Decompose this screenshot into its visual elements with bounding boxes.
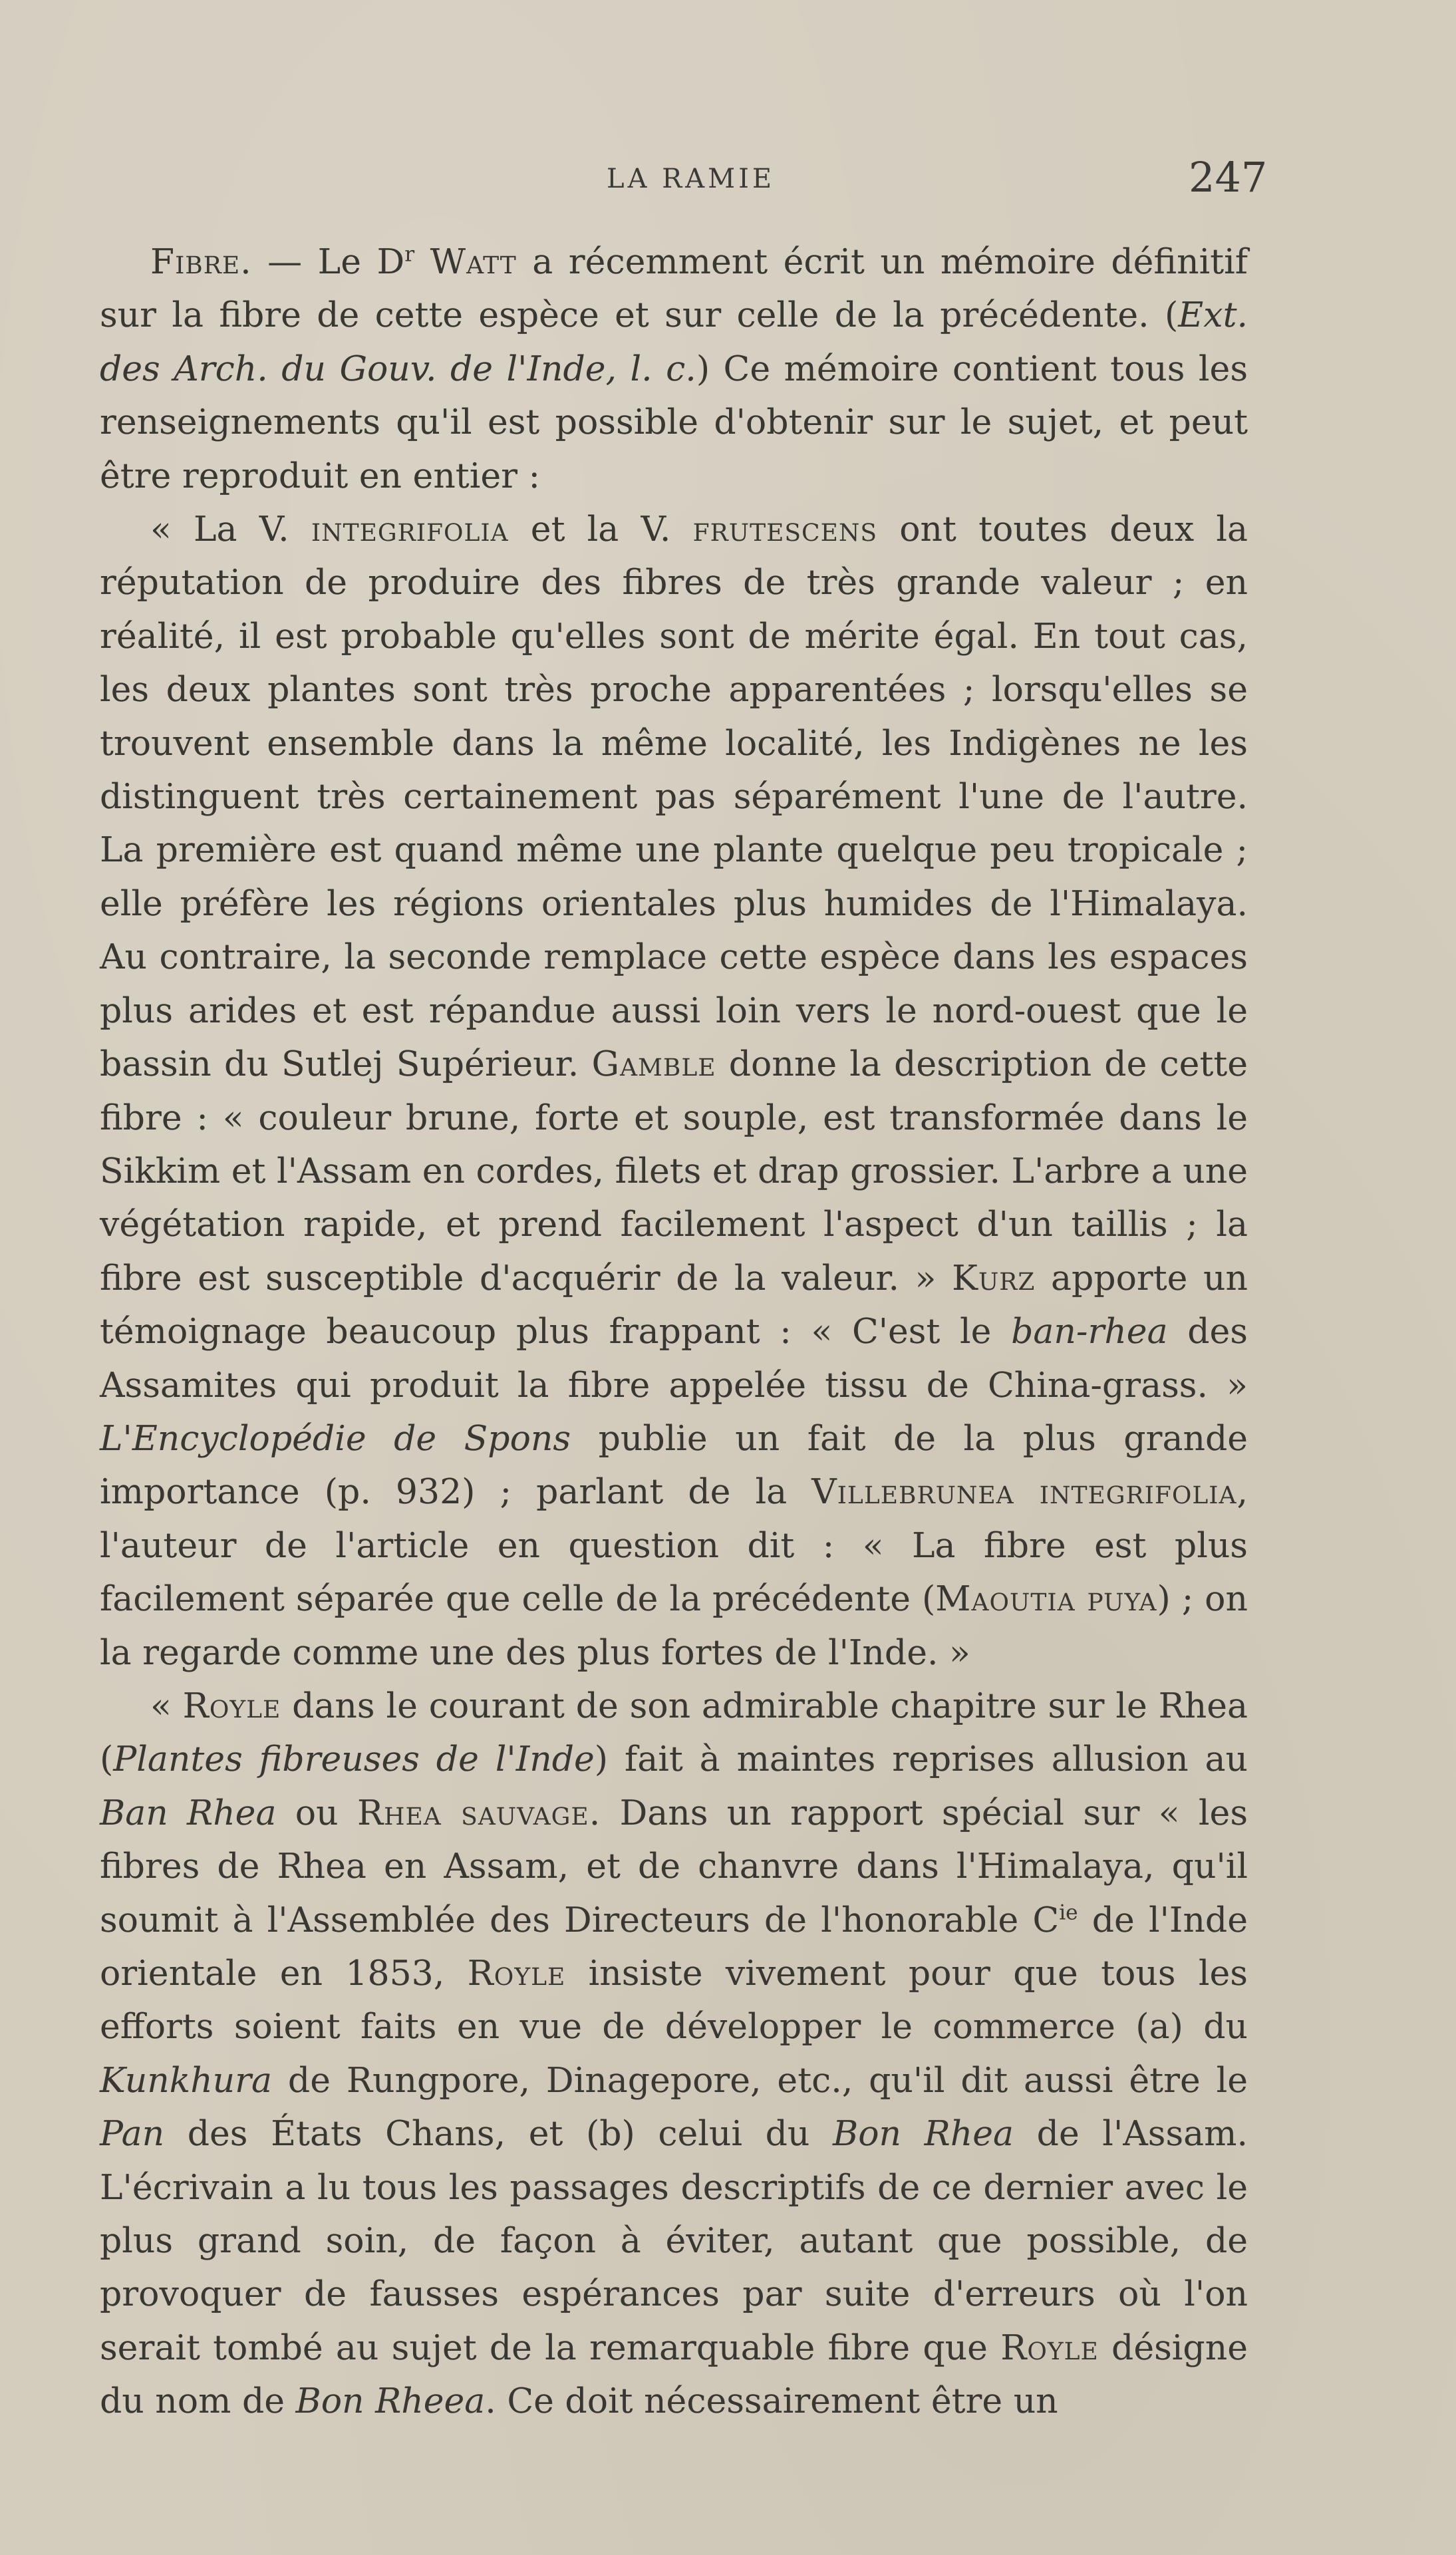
paragraph-fibre (100, 235, 1248, 503)
text-run: de l'Assam. L'écrivain a lu tous les passages descriptifs de ce dernier avec le plus grand soin, de façon à éviter, autant que possible, de provoquer de fausses espérances par suite d'erreurs où l'on serait tombé au sujet de la remarquable fibre que (100, 2114, 1248, 2368)
text-run: désigne du nom de (100, 2328, 1248, 2422)
text-run: Pan (100, 2114, 165, 2155)
text-run: Bon Rhea (833, 2114, 1014, 2155)
text-run: ie (1059, 1900, 1078, 1925)
text-run: Ban Rhea (100, 1793, 277, 1833)
running-title: LA RAMIE (607, 164, 776, 194)
text-run: Royle (182, 1686, 281, 1726)
text-run: frutescens (692, 510, 878, 550)
text-run: donne la description de cette fibre : « couleur brune, forte et souple, est transformée dans le Sikkim et l'Assam en cordes, filets et drap grossier. L'arbre a une végétation rapide, et prend facilement l'aspect d'un taillis ; la fibre est susceptible d'acquérir de la valeur. » (100, 1044, 1248, 1298)
text-run: Gamble (591, 1044, 716, 1085)
text-run: ) ; on la regarde comme une des plus fortes de l'Inde. » (100, 1579, 1248, 1673)
text-run: apporte un témoignage beaucoup plus frappant : « C'est le (100, 1258, 1248, 1352)
text-run: ou (276, 1793, 357, 1833)
paragraph-quote-integrifolia (100, 503, 1248, 1680)
body-text (100, 235, 1248, 2429)
text-run: Ext. des Arch. du Gouv. de l'Inde, l. c. (100, 295, 1248, 389)
text-run: ) fait à maintes reprises allusion au (594, 1739, 1248, 1780)
text-run: des Assamites qui produit la fibre appelée tissu de China-grass. » (100, 1312, 1248, 1406)
text-run: integrifolia (311, 510, 509, 550)
text-run: publie un fait de la plus grande importance (p. 932) ; parlant de la (100, 1418, 1248, 1513)
text-run: Royle (467, 1954, 566, 1994)
text-run: Royle (1000, 2328, 1099, 2368)
text-run: Kurz (952, 1258, 1036, 1298)
text-run: de Rungpore, Dinagepore, etc., qu'il dit aussi être le (272, 2060, 1248, 2101)
text-run: r (404, 242, 415, 267)
text-run: . Ce doit nécessairement être un (485, 2381, 1058, 2422)
text-run: insiste vivement pour que tous les efforts soient faits en vue de développer le commerce (a) du (100, 1954, 1248, 2047)
text-run (414, 242, 430, 282)
text-run: ont toutes deux la réputation de produire des fibres de très grande valeur ; en réalité, il est probable qu'elles sont de mérite égal. En tout cas, les deux plantes sont très proche apparentées ; lorsqu'elles se trouvent ensemble dans la même localité, les Indigènes ne les distinguent très certainement pas séparément l'une de l'autre. La première est quand même une plante quelque peu tropicale ; elle préfère les régions orientales plus humides de l'Himalaya. Au contraire, la seconde remplace cette espèce dans les espaces plus arides et est répandue aussi loin vers le nord-ouest que le bassin du Sutlej Supérieur. (100, 510, 1248, 1085)
text-run: ) Ce mémoire contient tous les renseignements qu'il est possible d'obtenir sur le sujet, et peut être reproduit en entier : (100, 349, 1248, 496)
text-run: — Le D (251, 242, 405, 282)
text-run: et la V. (508, 510, 693, 550)
text-run: dans le courant de son admirable chapitre sur le Rhea ( (100, 1686, 1248, 1780)
text-run: Rhea sauvage. (357, 1793, 601, 1833)
text-run: , l'auteur de l'article en question dit : « La fibre est plus facilement séparée que celle de la précédente ( (100, 1472, 1248, 1620)
page-number: 247 (1189, 153, 1268, 202)
paragraph-quote-royle (100, 1680, 1248, 2429)
text-run: « La V. (150, 510, 311, 550)
page-header (0, 152, 1456, 202)
text-run: Fibre. (150, 242, 252, 282)
text-run: a récemment écrit un mémoire définitif sur la fibre de cette espèce et sur celle de la précédente. ( (100, 242, 1248, 336)
text-run: Plantes fibreuses de l'Inde (113, 1739, 595, 1780)
text-run: Villebrunea integrifolia (811, 1472, 1237, 1513)
text-run: Dans un rapport spécial sur « les fibres de Rhea en Assam, et de chanvre dans l'Himalaya, qu'il soumit à l'Assemblée des Directeurs de l'honorable C (100, 1793, 1248, 1940)
text-run: « (150, 1686, 183, 1726)
text-run: ban-rhea (1011, 1312, 1168, 1352)
text-run: Maoutia puya (935, 1579, 1157, 1620)
text-run: Watt (430, 242, 517, 282)
text-run: des États Chans, et (b) celui du (164, 2114, 833, 2155)
text-run: Kunkhura (100, 2060, 273, 2101)
text-run: L'Encyclopédie de Spons (100, 1418, 571, 1459)
text-run: de l'Inde orientale en 1853, (100, 1900, 1248, 1994)
text-run: Bon Rheea (295, 2381, 486, 2422)
